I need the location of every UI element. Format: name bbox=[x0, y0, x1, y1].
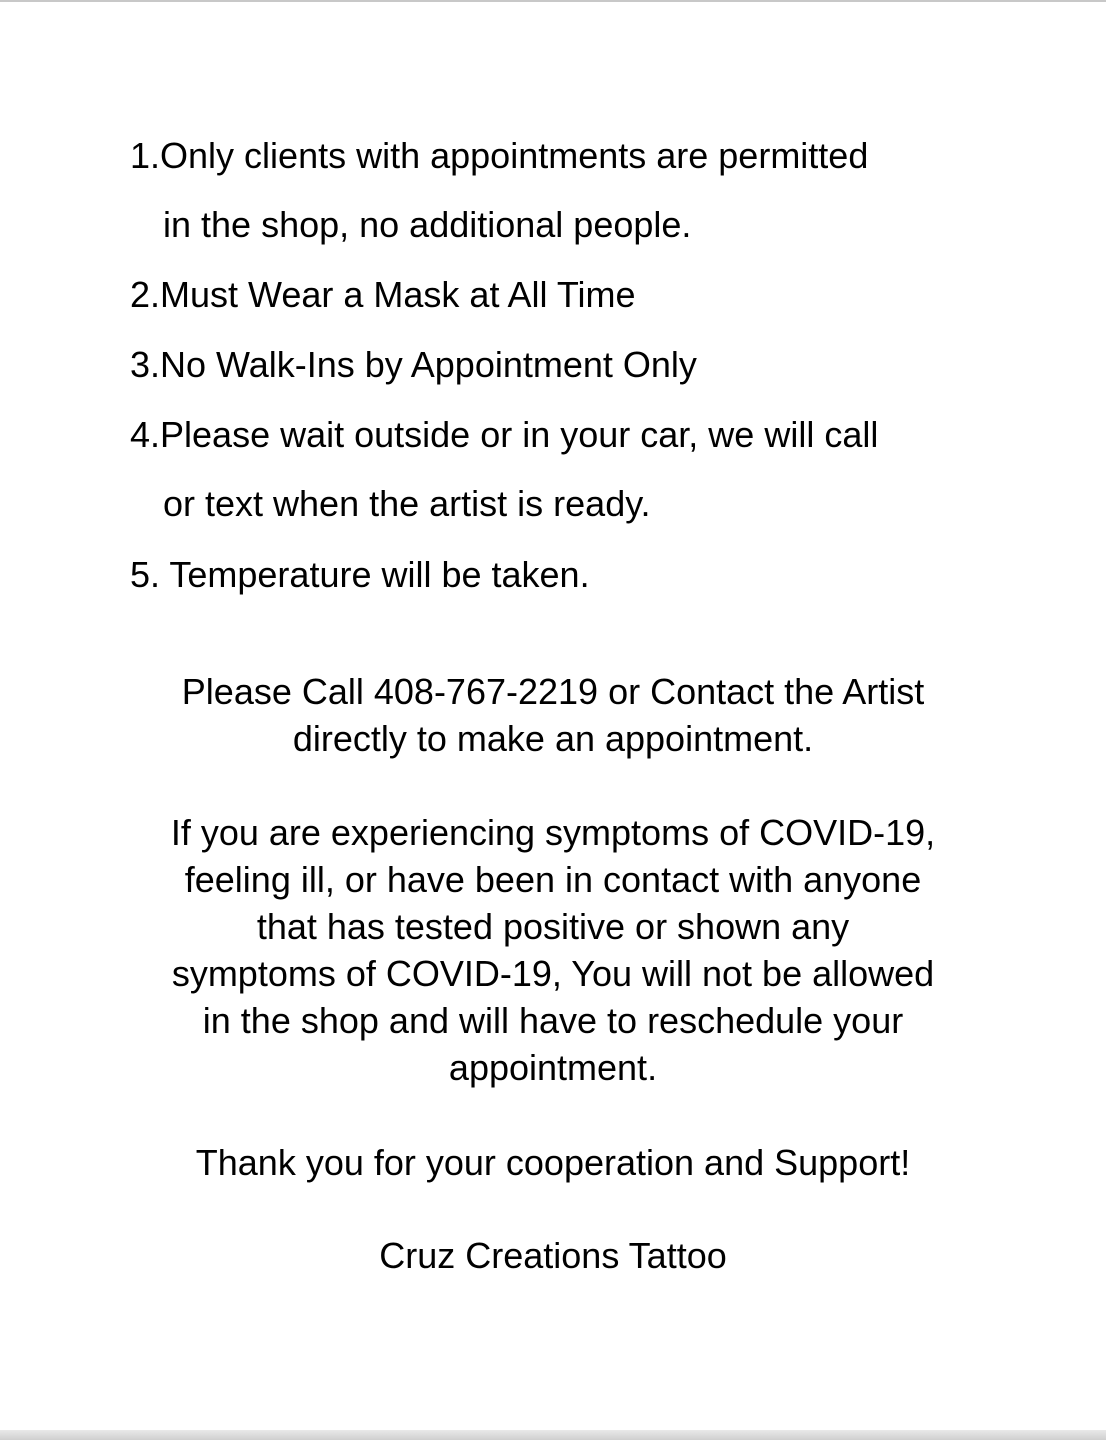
covid-line-3: that has tested positive or shown any bbox=[256, 906, 850, 947]
contact-line-2: directly to make an appointment. bbox=[292, 718, 814, 759]
covid-line-2: feeling ill, or have been in contact with anyone bbox=[184, 859, 922, 900]
rule-3: 3.No Walk-Ins by Appointment Only bbox=[130, 344, 697, 385]
thanks-line bbox=[0, 1139, 1106, 1186]
covid-line-5: in the shop and will have to reschedule your bbox=[202, 1000, 904, 1041]
contact-paragraph bbox=[0, 668, 1106, 762]
contact-line-1: Please Call 408-767-2219 or Contact the Artist bbox=[181, 671, 925, 712]
covid-notice-paragraph bbox=[0, 809, 1106, 1091]
rule-4-line-2: or text when the artist is ready. bbox=[163, 483, 651, 524]
signature-line bbox=[0, 1232, 1106, 1279]
rule-1-line-2: in the shop, no additional people. bbox=[163, 204, 692, 245]
thanks-text: Thank you for your cooperation and Support! bbox=[195, 1142, 911, 1183]
rule-5: 5. Temperature will be taken. bbox=[130, 554, 590, 595]
covid-line-6: appointment. bbox=[448, 1047, 658, 1088]
rule-1-line-1: 1.Only clients with appointments are permitted bbox=[130, 135, 869, 176]
page-bottom-edge bbox=[0, 1430, 1106, 1440]
covid-line-4: symptoms of COVID-19, You will not be allowed bbox=[171, 953, 935, 994]
rule-4-line-1: 4.Please wait outside or in your car, we will call bbox=[130, 414, 879, 455]
rule-2: 2.Must Wear a Mask at All Time bbox=[130, 274, 636, 315]
covid-line-1: If you are experiencing symptoms of COVID-19, bbox=[170, 812, 936, 853]
signature-text: Cruz Creations Tattoo bbox=[379, 1235, 727, 1276]
